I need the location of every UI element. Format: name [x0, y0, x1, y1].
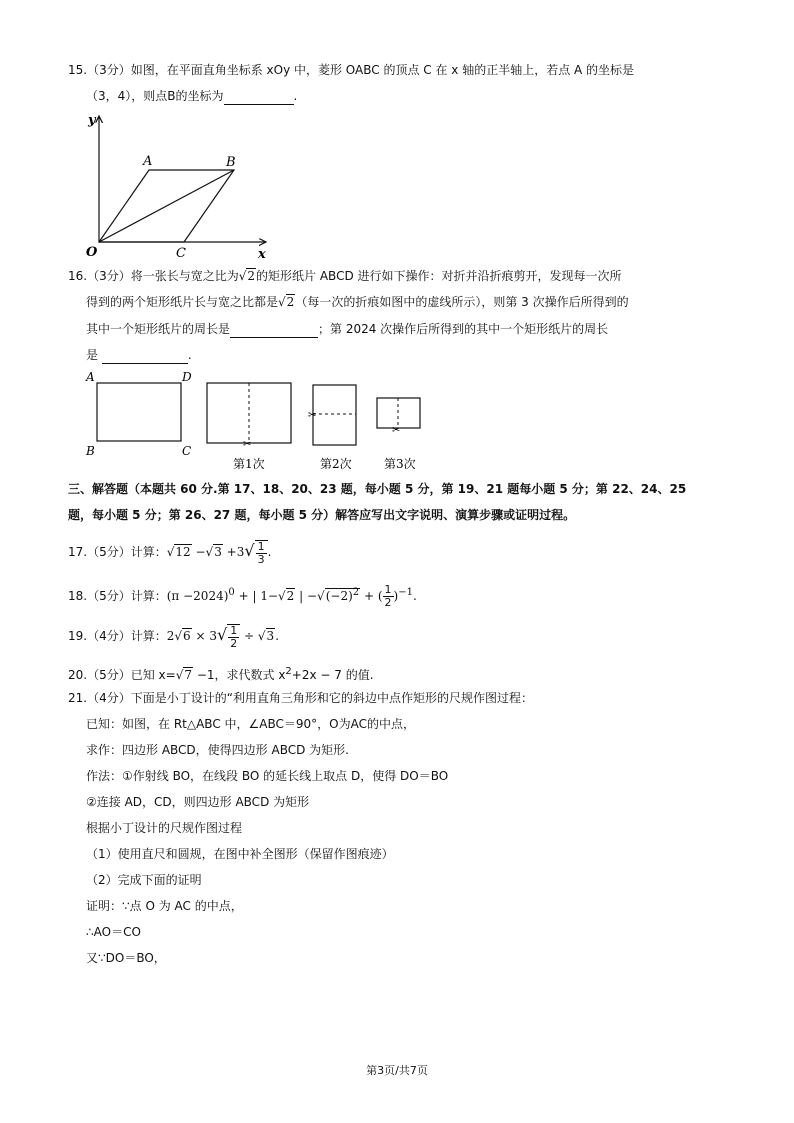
- q15-line2-text: （3，4），则点B的坐标为: [86, 89, 224, 103]
- q19-fraction-den: 2: [230, 636, 238, 650]
- q19-times: × 3: [191, 629, 217, 643]
- q18-exp0: 0: [228, 587, 235, 598]
- q16-line3-a: 其中一个矩形纸片的周长是: [86, 322, 231, 336]
- q17-fraction-den: 3: [257, 552, 265, 566]
- label-c: C: [176, 246, 186, 260]
- q18-sqrt-neg2-sq: [325, 588, 360, 603]
- label-a: A: [86, 370, 95, 384]
- q18-term5: ): [393, 589, 399, 603]
- q21-line7: （1）使用直尺和圆规，在图中补全图形（保留作图痕迹）: [86, 847, 394, 861]
- q18-term1: (π −2024): [166, 589, 229, 603]
- q18-end: .: [412, 589, 417, 603]
- q19-end: .: [275, 629, 280, 643]
- q17-plus: +3: [222, 545, 245, 559]
- sqrt-symbol: √: [217, 625, 228, 644]
- q18-fraction: [383, 584, 394, 609]
- q19-fraction-num: 1: [230, 623, 238, 637]
- label-o: O: [86, 245, 98, 260]
- q21-line8: （2）完成下面的证明: [86, 873, 202, 887]
- sqrt-symbol: √: [244, 541, 255, 560]
- section3-header-line1: 三、解答题（本题共 60 分.第 17、18、20、23 题，每小题 5 分，第 19、21 题每小题 5 分；第 22、24、25: [68, 482, 687, 496]
- q20-post: +2x − 7 的值.: [291, 668, 374, 682]
- sqrt-symbol: √: [174, 629, 183, 643]
- q15-line2-end: .: [293, 89, 298, 103]
- q21-line5: ②连接 AD，CD，则四边形 ABCD 为矩形: [86, 795, 310, 809]
- q18-sqrt-base: (−2): [325, 589, 353, 603]
- q20-pre: 20.（5分）已知 x=: [68, 668, 176, 682]
- scissors-icon: ✂: [392, 425, 401, 436]
- label-b: B: [226, 155, 236, 170]
- step1-label: 第1次: [233, 457, 265, 471]
- q18-term3: | −: [295, 589, 318, 603]
- q17-label: 17.（5分）计算：: [68, 545, 167, 559]
- q15-rhombus-figure: [80, 110, 280, 260]
- q16-line2-a: 得到的两个矩形纸片长与宽之比都是: [86, 295, 279, 309]
- q16-answer-blank-1[interactable]: [230, 321, 318, 338]
- q16-line2: [86, 294, 629, 310]
- q18-label: 18.（5分）计算：: [68, 589, 167, 603]
- q21-line9: 证明：∵点 O 为 AC 的中点，: [86, 899, 243, 913]
- q20-sqrt7: 7: [184, 668, 192, 682]
- q17-sqrt12: 12: [175, 545, 191, 559]
- sqrt-symbol: √: [205, 545, 214, 559]
- q19-sqrt3: 3: [266, 629, 275, 643]
- q17-sqrt3: 3: [214, 545, 222, 559]
- step3-label: 第3次: [384, 457, 416, 471]
- q18-exp-neg1: −1: [398, 587, 413, 598]
- sqrt-symbol: √: [166, 545, 175, 559]
- q21-line6: 根据小丁设计的尺规作图过程: [86, 821, 243, 835]
- sqrt-symbol: √: [175, 668, 184, 682]
- q18: [68, 580, 417, 609]
- q21-line2: 已知：如图，在 Rt△ABC 中，∠ABC＝90°，O为AC的中点，: [86, 717, 415, 731]
- q21-line10: ∴AO＝CO: [86, 925, 141, 939]
- scissors-icon: ✂: [243, 439, 252, 450]
- step2-label: 第2次: [320, 457, 352, 471]
- sqrt-symbol: √: [278, 589, 286, 603]
- q18-term2: + | 1−: [234, 589, 279, 603]
- q15-line2: [86, 88, 297, 105]
- q16-line1: [68, 268, 622, 284]
- sqrt-symbol: √: [238, 269, 247, 283]
- label-c: C: [182, 444, 192, 458]
- q17-minus: −: [191, 545, 206, 559]
- q19: [68, 622, 279, 650]
- q19-sqrt6: 6: [183, 629, 191, 643]
- q16-line4-b: .: [187, 348, 192, 362]
- step2-rect: [313, 385, 356, 445]
- diagonal-ob: [99, 170, 234, 242]
- label-a: A: [143, 154, 153, 169]
- sqrt-symbol: √: [257, 629, 266, 643]
- rect-abcd: [97, 383, 181, 441]
- q17-end: .: [267, 545, 272, 559]
- q17-fraction-num: 1: [257, 539, 265, 553]
- q15-line1: 15.（3分）如图，在平面直角坐标系 xOy 中，菱形 OABC 的顶点 C 在 x 轴的正半轴上，若点 A 的坐标是: [68, 63, 635, 77]
- sqrt-symbol: √: [278, 295, 286, 309]
- q18-fraction-den: 2: [384, 596, 392, 609]
- q16-sqrt2-b: 2: [286, 295, 295, 309]
- q18-exp2: 2: [352, 587, 360, 598]
- q20: [68, 664, 374, 683]
- label-d: D: [182, 370, 192, 384]
- sqrt-symbol: √: [317, 589, 325, 603]
- q17: [68, 538, 271, 566]
- q20-sup: 2: [285, 666, 292, 677]
- q16-line3-b: ；第 2024 次操作后所得到的其中一个矩形纸片的周长: [318, 322, 609, 336]
- q18-sqrt2: 2: [286, 589, 295, 603]
- section3-header-line2: 题，每小题 5 分；第 26、27 题，每小题 5 分）解答应写出文字说明、演算步骤或证明过程。: [68, 508, 576, 522]
- label-b: B: [86, 444, 95, 458]
- scissors-icon: ✂: [308, 410, 317, 421]
- q16-line4-a: 是: [86, 348, 99, 362]
- q19-fraction: [227, 624, 240, 650]
- q18-fraction-num: 1: [384, 583, 392, 596]
- q17-fraction: [255, 540, 268, 566]
- q15-answer-blank[interactable]: [224, 88, 294, 105]
- q21-line1: 21.（4分）下面是小丁设计的“利用直角三角形和它的斜边中点作矩形的尺规作图过程：: [68, 691, 533, 705]
- q16-sqrt2-a: 2: [247, 269, 256, 283]
- q19-coef: 2: [166, 629, 175, 643]
- q21-line3: 求作：四边形 ABCD，使得四边形 ABCD 为矩形.: [86, 743, 349, 757]
- q19-label: 19.（4分）计算：: [68, 629, 167, 643]
- q21-line11: 又∵DO＝BO，: [86, 951, 166, 965]
- label-x: x: [258, 247, 266, 260]
- q16-line1-a: 16.（3分）将一张长与宽之比为: [68, 269, 239, 283]
- q16-answer-blank-2[interactable]: [102, 347, 188, 364]
- q16-line3: [86, 321, 608, 338]
- page-footer: 第3页/共7页: [366, 1064, 428, 1077]
- q16-folding-figure: [80, 366, 440, 476]
- q16-line1-b: 的矩形纸片 ABCD 进行如下操作：对折并沿折痕剪开，发现每一次所: [256, 269, 622, 283]
- q18-term4: + (: [360, 589, 383, 603]
- q21-line4: 作法：①作射线 BO，在线段 BO 的延长线上取点 D，使得 DO＝BO: [86, 769, 449, 783]
- label-y: y: [88, 113, 96, 128]
- q20-mid: −1，求代数式 x: [193, 668, 286, 682]
- q16-line2-b: （每一次的折痕如图中的虚线所示），则第 3 次操作后所得到的: [295, 295, 629, 309]
- q19-div: ÷: [240, 629, 258, 643]
- q16-line4: [86, 347, 192, 364]
